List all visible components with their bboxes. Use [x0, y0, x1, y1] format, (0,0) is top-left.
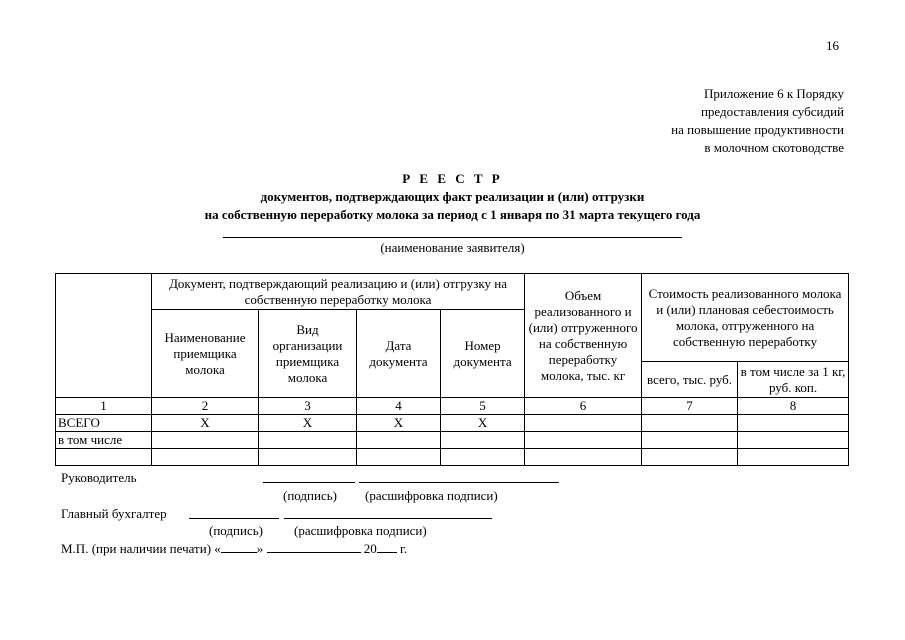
accountant-label: Главный бухгалтер — [61, 506, 167, 521]
table-cell — [357, 449, 441, 466]
stamp-prefix: М.П. (при наличии печати) « — [61, 541, 221, 556]
table-cell — [642, 432, 738, 449]
appendix-line: на повышение продуктивности — [671, 122, 844, 137]
document-title — [0, 170, 905, 224]
year-suffix: г. — [400, 541, 408, 556]
header-doc-number: Номер документа — [441, 310, 525, 398]
appendix-note — [671, 85, 844, 157]
registry-table — [55, 273, 849, 466]
accountant-decode-line — [284, 518, 492, 519]
applicant-caption: (наименование заявителя) — [380, 240, 525, 255]
header-volume: Объем реализованного и (или) отгруженного на собственную переработку молока, тыс. кг — [525, 274, 642, 398]
year-blank — [377, 552, 397, 553]
column-number: 5 — [441, 398, 525, 415]
page-number: 16 — [826, 38, 839, 53]
appendix-line: предоставления субсидий — [700, 104, 844, 119]
stamp-mid: » — [256, 541, 264, 556]
table-cell — [738, 415, 849, 432]
table-cell — [152, 449, 259, 466]
column-number: 6 — [525, 398, 642, 415]
table-cell — [642, 415, 738, 432]
table-cell — [525, 415, 642, 432]
table-cell — [738, 432, 849, 449]
table-cell — [259, 432, 357, 449]
table-cell — [642, 449, 738, 466]
table-cell: Х — [441, 415, 525, 432]
head-signature-caption: (подпись) — [283, 488, 337, 503]
appendix-line: Приложение 6 к Порядку — [704, 86, 844, 101]
title-line: документов, подтверждающих факт реализации и (или) отгрузки — [260, 189, 645, 204]
column-number: 3 — [259, 398, 357, 415]
header-receiver: Наименование приемщика молока — [152, 310, 259, 398]
table-row — [56, 449, 849, 466]
column-number: 7 — [642, 398, 738, 415]
head-label: Руководитель — [61, 470, 137, 485]
row-label: в том числе — [56, 432, 152, 449]
accountant-signature-line — [189, 518, 279, 519]
title-main: Р Е Е С Т Р — [402, 171, 503, 186]
day-blank — [221, 552, 257, 553]
month-blank — [267, 552, 361, 553]
row-label — [56, 449, 152, 466]
table-cell — [441, 449, 525, 466]
column-number: 2 — [152, 398, 259, 415]
head-decode-caption: (расшифровка подписи) — [365, 488, 498, 503]
table-row — [56, 415, 849, 432]
table-cell — [441, 432, 525, 449]
column-number: 4 — [357, 398, 441, 415]
accountant-signature-caption: (подпись) — [209, 523, 263, 538]
table-cell: Х — [152, 415, 259, 432]
column-number: 8 — [738, 398, 849, 415]
stamp-date-line — [61, 540, 407, 557]
table-cell — [152, 432, 259, 449]
header-cost-total: всего, тыс. руб. — [642, 362, 738, 398]
applicant-name-line — [223, 229, 682, 238]
header-cost-per-kg: в том числе за 1 кг, руб. коп. — [738, 362, 849, 398]
year-prefix: 20 — [363, 541, 377, 556]
row-label: ВСЕГО — [56, 415, 152, 432]
appendix-line: в молочном скотоводстве — [704, 140, 844, 155]
table-cell — [357, 432, 441, 449]
accountant-decode-caption: (расшифровка подписи) — [294, 523, 427, 538]
table-cell — [525, 432, 642, 449]
table-cell — [738, 449, 849, 466]
header-doc-date: Дата документа — [357, 310, 441, 398]
table-cell: Х — [259, 415, 357, 432]
table-cell — [259, 449, 357, 466]
table-cell — [525, 449, 642, 466]
table-cell: Х — [357, 415, 441, 432]
head-decode-line — [359, 482, 559, 483]
table-row — [56, 432, 849, 449]
header-empty — [56, 274, 152, 398]
header-cost-group: Стоимость реализованного молока и (или) плановая себестоимость молока, отгруженного на собственную переработку — [642, 274, 849, 362]
head-signature-line — [263, 482, 355, 483]
header-org-type: Вид организации приемщика молока — [259, 310, 357, 398]
header-document-group: Документ, подтверждающий реализацию и (или) отгрузку на собственную переработку молока — [152, 274, 525, 310]
title-line: на собственную переработку молока за период с 1 января по 31 марта текущего года — [204, 207, 701, 222]
column-number: 1 — [56, 398, 152, 415]
